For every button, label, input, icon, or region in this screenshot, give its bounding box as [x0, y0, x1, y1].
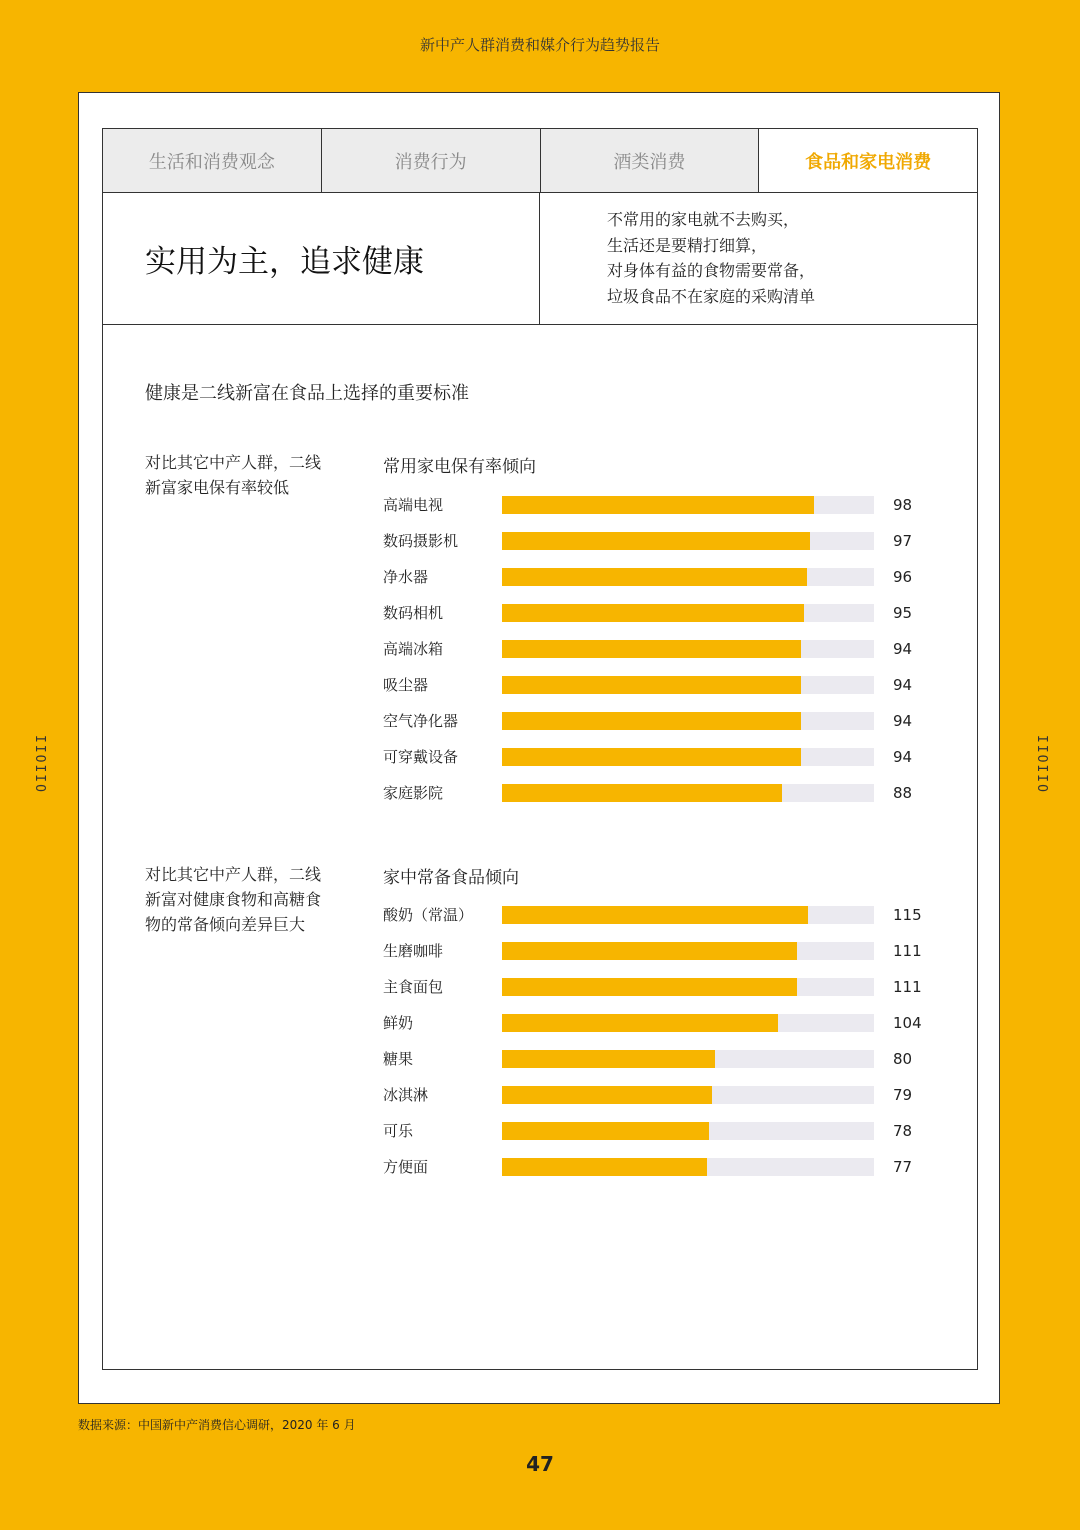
- bar-value: 88: [893, 784, 913, 802]
- bar-track: [502, 568, 874, 586]
- bar-label: 生磨咖啡: [383, 942, 444, 960]
- note-food: [145, 862, 345, 937]
- page-number: 47: [526, 1452, 554, 1476]
- bar-row: [383, 977, 943, 997]
- bar-row: [383, 495, 943, 515]
- content-frame: [102, 128, 978, 1370]
- tab-lifestyle[interactable]: 生活和消费观念: [103, 129, 322, 192]
- side-mark-right: IIOIIO: [1034, 735, 1049, 794]
- bar-row: [383, 603, 943, 623]
- tab-food-appliances[interactable]: 食品和家电消费: [759, 129, 977, 192]
- bar-value: 98: [893, 496, 913, 514]
- bar-value: 115: [893, 906, 922, 924]
- note-line: 新富对健康食物和高糖食: [145, 890, 322, 909]
- tagline: [540, 193, 977, 324]
- tab-consumption-behavior[interactable]: 消费行为: [322, 129, 541, 192]
- bar-value: 80: [893, 1050, 913, 1068]
- tab-bar: [103, 129, 977, 193]
- headline: 实用为主，追求健康: [103, 193, 540, 324]
- bar-label: 家庭影院: [383, 784, 444, 802]
- bar-label: 净水器: [383, 568, 429, 586]
- bar: [502, 1050, 715, 1068]
- bar-value: 95: [893, 604, 913, 622]
- tagline-line: 生活还是要精打细算，: [607, 235, 768, 255]
- bar-track: [502, 942, 874, 960]
- bar-row: [383, 1013, 943, 1033]
- bar-label: 鲜奶: [383, 1014, 414, 1032]
- bar-label: 方便面: [383, 1158, 429, 1176]
- tab-alcohol[interactable]: 酒类消费: [541, 129, 760, 192]
- tagline-line: 垃圾食品不在家庭的采购清单: [607, 286, 816, 306]
- bar-value: 111: [893, 978, 922, 996]
- chart-title-appliances: 常用家电保有率倾向: [383, 457, 536, 477]
- bar-track: [502, 532, 874, 550]
- bar-value: 77: [893, 1158, 913, 1176]
- bar: [502, 712, 801, 730]
- bar: [502, 906, 808, 924]
- bar-value: 94: [893, 712, 913, 730]
- bar-label: 高端电视: [383, 496, 444, 514]
- bar-track: [502, 1086, 874, 1104]
- bar-row: [383, 1049, 943, 1069]
- bar-value: 78: [893, 1122, 913, 1140]
- bar-row: [383, 1157, 943, 1177]
- bar-track: [502, 1050, 874, 1068]
- note-line: 新富家电保有率较低: [145, 478, 290, 497]
- bar: [502, 676, 801, 694]
- bar-row: [383, 747, 943, 767]
- bar-label: 可穿戴设备: [383, 748, 459, 766]
- bar-row: [383, 905, 943, 925]
- bar-track: [502, 676, 874, 694]
- note-line: 物的常备倾向差异巨大: [145, 915, 306, 934]
- side-mark-left: IIOIIO: [32, 735, 47, 794]
- headline-row: [103, 193, 977, 325]
- bar-value: 94: [893, 640, 913, 658]
- bar: [502, 568, 807, 586]
- bar-track: [502, 748, 874, 766]
- bar-label: 可乐: [383, 1122, 414, 1140]
- bar-value: 97: [893, 532, 913, 550]
- bar: [502, 496, 814, 514]
- bar: [502, 784, 782, 802]
- bar-value: 104: [893, 1014, 922, 1032]
- section-title: 健康是二线新富在食品上选择的重要标准: [145, 383, 469, 404]
- bar-track: [502, 784, 874, 802]
- bar-track: [502, 496, 874, 514]
- bar-row: [383, 1121, 943, 1141]
- report-title: 新中产人群消费和媒介行为趋势报告: [419, 36, 660, 54]
- bar-label: 数码相机: [383, 604, 444, 622]
- bar-label: 数码摄影机: [383, 532, 459, 550]
- bar-value: 96: [893, 568, 913, 586]
- note-line: 对比其它中产人群，二线: [145, 453, 322, 472]
- bar-row: [383, 1085, 943, 1105]
- bar-track: [502, 604, 874, 622]
- bar-row: [383, 941, 943, 961]
- page-card: [78, 92, 1000, 1404]
- bar: [502, 1014, 778, 1032]
- bar-track: [502, 712, 874, 730]
- bar: [502, 978, 797, 996]
- bar-label: 吸尘器: [383, 676, 429, 694]
- bar-label: 冰淇淋: [383, 1086, 429, 1104]
- bar-track: [502, 978, 874, 996]
- bar-label: 酸奶（常温）: [383, 906, 474, 924]
- bar-value: 111: [893, 942, 922, 960]
- bar-row: [383, 639, 943, 659]
- bar: [502, 1122, 709, 1140]
- bar-label: 糖果: [383, 1050, 414, 1068]
- bar-track: [502, 1158, 874, 1176]
- data-source: 数据来源：中国新中产消费信心调研，2020 年 6 月: [78, 1418, 356, 1432]
- bar: [502, 640, 801, 658]
- bar-label: 高端冰箱: [383, 640, 444, 658]
- bar-value: 94: [893, 748, 913, 766]
- bar-track: [502, 640, 874, 658]
- chart-title-food: 家中常备食品倾向: [383, 868, 519, 888]
- bar-row: [383, 711, 943, 731]
- bar-row: [383, 531, 943, 551]
- bar-row: [383, 675, 943, 695]
- bar: [502, 532, 810, 550]
- bar-value: 79: [893, 1086, 913, 1104]
- bar-track: [502, 1122, 874, 1140]
- bar: [502, 1158, 707, 1176]
- tagline-line: 对身体有益的食物需要常备，: [607, 261, 816, 280]
- bar-label: 空气净化器: [383, 712, 459, 730]
- bar: [502, 1086, 712, 1104]
- bar-value: 94: [893, 676, 913, 694]
- bar-track: [502, 906, 874, 924]
- bar-row: [383, 567, 943, 587]
- note-appliances: [145, 450, 345, 500]
- bar: [502, 942, 797, 960]
- bar: [502, 604, 804, 622]
- bar-track: [502, 1014, 874, 1032]
- bar-row: [383, 783, 943, 803]
- tagline-line: 不常用的家电就不去购买，: [607, 210, 800, 229]
- bar-label: 主食面包: [383, 978, 444, 996]
- bar: [502, 748, 801, 766]
- note-line: 对比其它中产人群，二线: [145, 865, 322, 884]
